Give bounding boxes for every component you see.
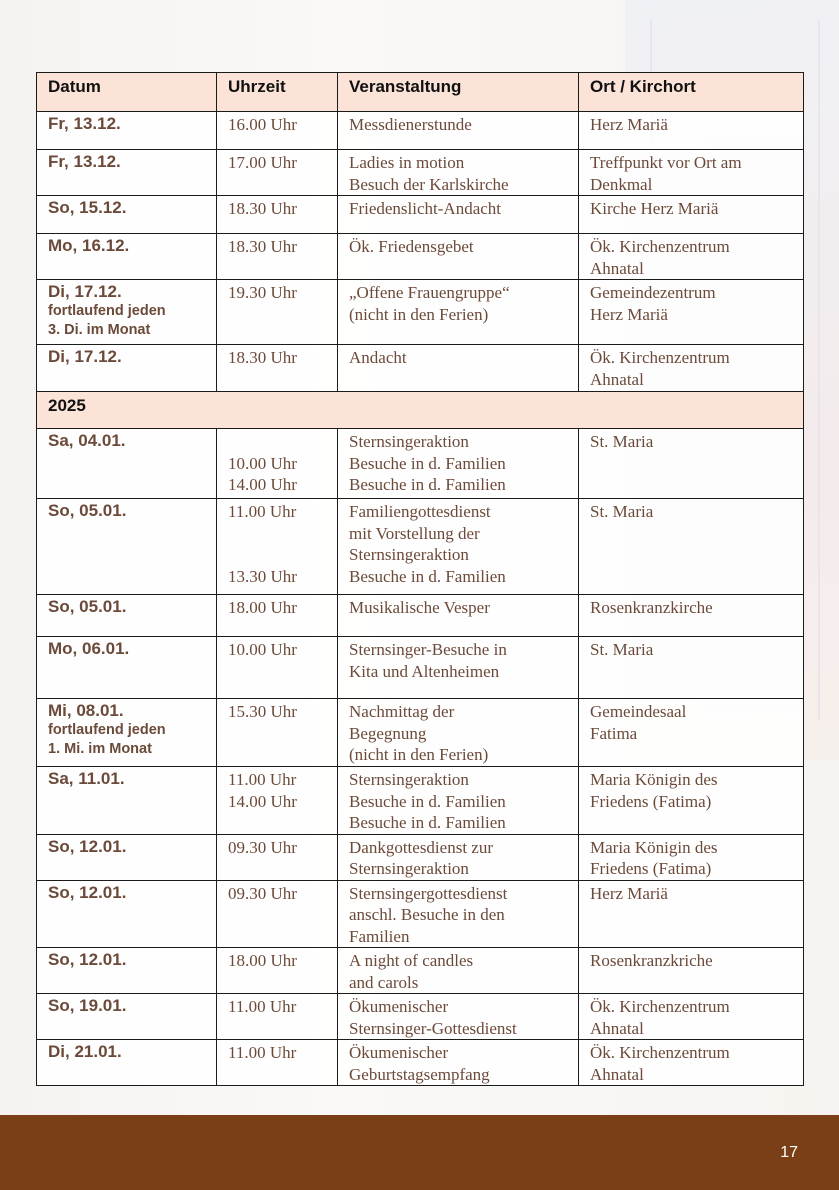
cell-event <box>338 637 579 699</box>
cell-place <box>579 880 804 948</box>
cell-date <box>37 1040 217 1086</box>
cell-event <box>338 699 579 767</box>
cell-place <box>579 595 804 637</box>
date-recurrence-note: 3. Di. im Monat <box>48 322 151 338</box>
cell-place <box>579 196 804 234</box>
place-line: Ahnatal <box>590 1018 644 1038</box>
place-line: Ök. Kirchenzentrum <box>590 997 730 1016</box>
cell-event <box>338 234 579 280</box>
place-line: Rosenkranzkriche <box>590 951 713 970</box>
cell-date <box>37 637 217 699</box>
time-line: 11.00 Uhr <box>228 502 297 521</box>
cell-place <box>579 994 804 1040</box>
event-line: Sternsingeraktion <box>349 432 469 451</box>
cell-place <box>579 150 804 196</box>
time-line: 15.30 Uhr <box>228 702 297 721</box>
event-line: Ökumenischer <box>349 1043 449 1062</box>
event-line: Messdienerstunde <box>349 115 472 134</box>
time-line: 18.30 Uhr <box>228 237 297 256</box>
cell-date <box>37 699 217 767</box>
table-row <box>37 234 804 280</box>
date-text: So, 15.12. <box>48 198 127 217</box>
table-row <box>37 112 804 150</box>
page-number: 17 <box>780 1144 798 1161</box>
date-text: Mi, 08.01. <box>48 701 124 720</box>
cell-place <box>579 767 804 835</box>
cell-time <box>217 150 338 196</box>
date-text: Sa, 11.01. <box>48 769 125 788</box>
event-line: mit Vorstellung der <box>349 523 480 543</box>
place-line: Gemeindezentrum <box>590 283 716 302</box>
cell-date <box>37 280 217 345</box>
cell-place <box>579 948 804 994</box>
cell-date <box>37 150 217 196</box>
cell-date <box>37 112 217 150</box>
cell-time <box>217 767 338 835</box>
date-recurrence-note: 1. Mi. im Monat <box>48 741 152 757</box>
event-line: Ökumenischer <box>349 997 449 1016</box>
section-row <box>37 392 804 429</box>
table-row <box>37 595 804 637</box>
place-line: Fatima <box>590 723 638 743</box>
date-text: Fr, 13.12. <box>48 114 121 133</box>
event-line: Besuche in d. Familien <box>349 813 506 832</box>
cell-time <box>217 880 338 948</box>
cell-date <box>37 196 217 234</box>
header-place: Ort / Kirchort <box>579 73 804 112</box>
cell-time <box>217 1040 338 1086</box>
event-line: Besuche in d. Familien <box>349 453 506 473</box>
table-row <box>37 948 804 994</box>
date-text: So, 05.01. <box>48 597 127 616</box>
cell-event <box>338 595 579 637</box>
place-line: Denkmal <box>590 174 653 194</box>
place-line: Ök. Kirchenzentrum <box>590 348 730 367</box>
place-line: Treffpunkt vor Ort am <box>590 153 742 172</box>
cell-date <box>37 834 217 880</box>
cell-place <box>579 112 804 150</box>
event-line: and carols <box>349 972 419 992</box>
cell-place <box>579 429 804 499</box>
cell-time <box>217 112 338 150</box>
time-line: 17.00 Uhr <box>228 153 297 172</box>
time-line: 11.00 Uhr <box>228 770 297 789</box>
date-text: Mo, 06.01. <box>48 639 130 658</box>
place-line: Gemeindesaal <box>590 702 687 721</box>
event-line: anschl. Besuche in den <box>349 905 505 924</box>
cell-date <box>37 948 217 994</box>
event-line: Sternsingeraktion <box>349 770 469 789</box>
cell-date <box>37 499 217 595</box>
cell-time <box>217 637 338 699</box>
cell-time <box>217 499 338 595</box>
event-schedule-table <box>36 72 804 1086</box>
event-line: Andacht <box>349 348 407 367</box>
cell-event <box>338 429 579 499</box>
event-line: Ladies in motion <box>349 153 465 172</box>
event-line: Sternsingeraktion <box>349 545 469 564</box>
event-line: Sternsinger-Besuche in <box>349 640 507 659</box>
table-row <box>37 345 804 392</box>
table-row <box>37 150 804 196</box>
cell-place <box>579 280 804 345</box>
date-text: Di, 21.01. <box>48 1042 122 1061</box>
cell-event <box>338 994 579 1040</box>
cell-event <box>338 196 579 234</box>
date-recurrence-note: fortlaufend jeden <box>48 303 166 319</box>
table-row <box>37 1040 804 1086</box>
event-line: Besuche in d. Familien <box>349 475 506 494</box>
place-line: Herz Mariä <box>590 304 668 324</box>
cell-time <box>217 834 338 880</box>
place-line: Friedens (Fatima) <box>590 859 712 878</box>
place-line: Rosenkranzkirche <box>590 598 713 617</box>
table-header-row <box>37 73 804 112</box>
date-text: So, 12.01. <box>48 950 127 969</box>
time-line: 09.30 Uhr <box>228 837 297 857</box>
cell-event <box>338 112 579 150</box>
cell-time <box>217 234 338 280</box>
event-line: Besuche in d. Familien <box>349 791 506 811</box>
cell-date <box>37 595 217 637</box>
date-text: Sa, 04.01. <box>48 431 126 450</box>
cell-place <box>579 699 804 767</box>
table-row <box>37 196 804 234</box>
cell-event <box>338 1040 579 1086</box>
date-text: Di, 17.12. <box>48 282 122 301</box>
cell-time <box>217 345 338 392</box>
time-line: 18.30 Uhr <box>228 199 297 218</box>
event-line: A night of candles <box>349 951 474 970</box>
event-line: Musikalische Vesper <box>349 598 490 617</box>
cell-time <box>217 429 338 499</box>
table-row <box>37 699 804 767</box>
time-line: 14.00 Uhr <box>228 475 297 494</box>
time-line: 09.30 Uhr <box>228 883 297 903</box>
table-body <box>37 112 804 1086</box>
cell-date <box>37 234 217 280</box>
cell-time <box>217 948 338 994</box>
cell-event <box>338 345 579 392</box>
cell-date <box>37 994 217 1040</box>
table-row <box>37 994 804 1040</box>
cell-date <box>37 429 217 499</box>
event-line: Sternsingeraktion <box>349 859 469 878</box>
time-line: 19.30 Uhr <box>228 283 297 302</box>
date-text: So, 12.01. <box>48 882 127 902</box>
date-text: So, 05.01. <box>48 501 127 520</box>
cell-event <box>338 948 579 994</box>
event-line: (nicht in den Ferien) <box>349 745 489 764</box>
cell-place <box>579 234 804 280</box>
time-line: 13.30 Uhr <box>228 566 297 586</box>
cell-time <box>217 196 338 234</box>
date-text: So, 12.01. <box>48 836 127 856</box>
time-line: 16.00 Uhr <box>228 115 297 134</box>
time-line: 11.00 Uhr <box>228 1043 297 1062</box>
time-line: 18.00 Uhr <box>228 598 297 617</box>
place-line: Maria Königin des <box>590 770 718 789</box>
event-line: Kita und Altenheimen <box>349 661 500 681</box>
date-text: So, 19.01. <box>48 996 127 1015</box>
table-row <box>37 834 804 880</box>
date-recurrence-note: fortlaufend jeden <box>48 722 166 738</box>
event-line: Dankgottesdienst zur <box>349 837 493 857</box>
time-line <box>228 431 337 453</box>
header-date: Datum <box>37 73 217 112</box>
header-time: Uhrzeit <box>217 73 338 112</box>
event-line: Nachmittag der <box>349 702 455 721</box>
cell-event <box>338 880 579 948</box>
date-text: Fr, 13.12. <box>48 152 121 171</box>
cell-event <box>338 499 579 595</box>
cell-time <box>217 595 338 637</box>
event-line: Ök. Friedensgebet <box>349 237 474 256</box>
cell-time <box>217 994 338 1040</box>
place-line: St. Maria <box>590 432 654 451</box>
event-line: Sternsingergottesdienst <box>349 883 508 903</box>
time-line: 18.30 Uhr <box>228 348 297 367</box>
cell-date <box>37 880 217 948</box>
cell-time <box>217 699 338 767</box>
place-line: Ök. Kirchenzentrum <box>590 237 730 256</box>
event-line: „Offene Frauengruppe“ <box>349 283 510 302</box>
place-line: Kirche Herz Mariä <box>590 199 719 218</box>
time-line <box>228 544 337 566</box>
place-line: St. Maria <box>590 640 654 659</box>
place-line: Herz Mariä <box>590 883 668 903</box>
event-line: Familiengottesdienst <box>349 502 491 521</box>
event-line: Besuch der Karlskirche <box>349 174 509 194</box>
date-text: Mo, 16.12. <box>48 236 130 255</box>
time-line: 10.00 Uhr <box>228 640 297 659</box>
time-line: 14.00 Uhr <box>228 791 297 811</box>
cell-time <box>217 280 338 345</box>
cell-event <box>338 834 579 880</box>
place-line: Ahnatal <box>590 369 644 389</box>
event-line: Besuche in d. Familien <box>349 566 506 586</box>
header-event: Veranstaltung <box>338 73 579 112</box>
table-row <box>37 637 804 699</box>
place-line: Friedens (Fatima) <box>590 791 712 811</box>
event-line: Begegnung <box>349 723 427 743</box>
time-line <box>228 523 337 545</box>
cell-event <box>338 280 579 345</box>
event-line: Sternsinger-Gottesdienst <box>349 1018 517 1038</box>
table-row <box>37 767 804 835</box>
place-line: Herz Mariä <box>590 115 668 134</box>
date-text: Di, 17.12. <box>48 347 122 366</box>
place-line: Ahnatal <box>590 1064 644 1084</box>
cell-event <box>338 150 579 196</box>
place-line: Ök. Kirchenzentrum <box>590 1043 730 1062</box>
event-line: Friedenslicht-Andacht <box>349 199 502 218</box>
table-row <box>37 429 804 499</box>
time-line: 11.00 Uhr <box>228 997 297 1016</box>
table-row <box>37 880 804 948</box>
table-row <box>37 280 804 345</box>
event-line: (nicht in den Ferien) <box>349 304 489 324</box>
event-line: Geburtstagsempfang <box>349 1064 490 1084</box>
cell-place <box>579 834 804 880</box>
section-year: 2025 <box>37 392 804 429</box>
cell-date <box>37 767 217 835</box>
place-line: St. Maria <box>590 502 654 521</box>
place-line: Ahnatal <box>590 258 644 278</box>
time-line: 18.00 Uhr <box>228 951 297 970</box>
place-line: Maria Königin des <box>590 837 718 857</box>
cell-place <box>579 499 804 595</box>
cell-date <box>37 345 217 392</box>
table-row <box>37 499 804 595</box>
cell-event <box>338 767 579 835</box>
cell-place <box>579 345 804 392</box>
cell-place <box>579 1040 804 1086</box>
event-line: Familien <box>349 926 410 946</box>
time-line: 10.00 Uhr <box>228 453 297 473</box>
page-footer <box>0 1115 839 1190</box>
cell-place <box>579 637 804 699</box>
